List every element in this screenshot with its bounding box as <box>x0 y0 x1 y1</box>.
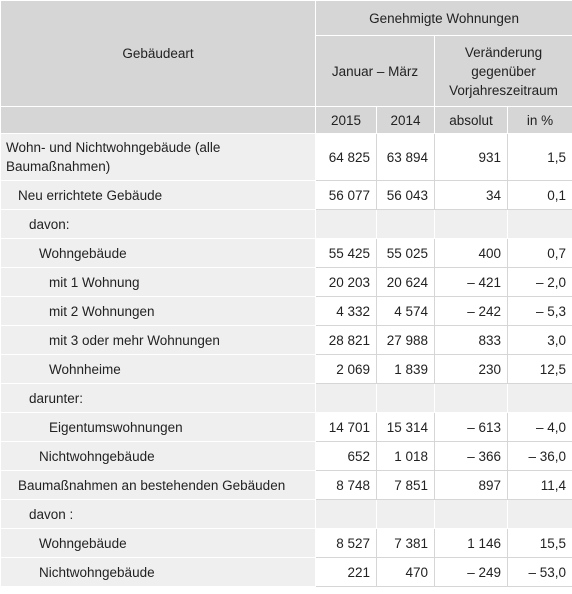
header-building-type: Gebäudeart <box>1 1 316 107</box>
cell-absolute: 400 <box>435 239 508 268</box>
cell-absolute: – 366 <box>435 442 508 471</box>
header-change: Veränderung gegenüber Vorjahreszeitraum <box>435 36 572 107</box>
cell-percent: 0,7 <box>508 239 572 268</box>
header-absolute: absolut <box>435 107 508 134</box>
cell-2014: 1 839 <box>377 355 435 384</box>
row-label: Wohnheime <box>1 355 316 384</box>
cell-absolute: 897 <box>435 471 508 500</box>
table-row <box>1 558 572 587</box>
header-period: Januar – März <box>316 36 435 107</box>
cell-absolute: – 249 <box>435 558 508 587</box>
cell-percent: 1,5 <box>508 134 572 181</box>
cell-2014: 15 314 <box>377 413 435 442</box>
table-row <box>1 384 572 413</box>
header-empty <box>1 107 316 134</box>
cell-percent: 12,5 <box>508 355 572 384</box>
cell-2015: 14 701 <box>316 413 377 442</box>
row-label: davon: <box>1 210 316 239</box>
cell-2015: 652 <box>316 442 377 471</box>
cell-2015: 56 077 <box>316 181 377 210</box>
cell-percent: 0,1 <box>508 181 572 210</box>
cell-empty <box>435 500 508 529</box>
cell-2015: 8 527 <box>316 529 377 558</box>
cell-2014: 20 624 <box>377 268 435 297</box>
cell-2014: 63 894 <box>377 134 435 181</box>
table-row <box>1 297 572 326</box>
cell-2015: 2 069 <box>316 355 377 384</box>
table-row <box>1 529 572 558</box>
cell-2015: 20 203 <box>316 268 377 297</box>
cell-2014: 27 988 <box>377 326 435 355</box>
cell-absolute: – 613 <box>435 413 508 442</box>
cell-percent: 11,4 <box>508 471 572 500</box>
cell-percent: – 5,3 <box>508 297 572 326</box>
cell-2015: 55 425 <box>316 239 377 268</box>
row-label: Baumaßnahmen an bestehenden Gebäuden <box>1 471 316 500</box>
table-row <box>1 355 572 384</box>
cell-empty <box>377 500 435 529</box>
cell-2014: 7 851 <box>377 471 435 500</box>
cell-2015: 64 825 <box>316 134 377 181</box>
cell-2014: 55 025 <box>377 239 435 268</box>
cell-2015: 4 332 <box>316 297 377 326</box>
header-year-2015: 2015 <box>316 107 377 134</box>
cell-2014: 4 574 <box>377 297 435 326</box>
row-label: Wohn- und Nichtwohngebäude (alle Baumaßnahmen) <box>1 134 316 181</box>
row-label: mit 1 Wohnung <box>1 268 316 297</box>
cell-empty <box>316 210 377 239</box>
row-label: Wohngebäude <box>1 239 316 268</box>
cell-percent: – 2,0 <box>508 268 572 297</box>
row-label: Neu errichtete Gebäude <box>1 181 316 210</box>
table-row <box>1 268 572 297</box>
table-row <box>1 326 572 355</box>
cell-absolute: 34 <box>435 181 508 210</box>
cell-absolute: 1 146 <box>435 529 508 558</box>
cell-2015: 8 748 <box>316 471 377 500</box>
cell-2014: 56 043 <box>377 181 435 210</box>
row-label: Eigentumswohnungen <box>1 413 316 442</box>
cell-percent: 3,0 <box>508 326 572 355</box>
cell-empty <box>316 500 377 529</box>
row-label: Nichtwohngebäude <box>1 442 316 471</box>
table-row <box>1 181 572 210</box>
row-label: davon : <box>1 500 316 529</box>
cell-empty <box>435 384 508 413</box>
cell-percent: – 4,0 <box>508 413 572 442</box>
table-row <box>1 134 572 181</box>
header-year-2014: 2014 <box>377 107 435 134</box>
cell-absolute: 833 <box>435 326 508 355</box>
cell-2014: 1 018 <box>377 442 435 471</box>
cell-empty <box>377 210 435 239</box>
row-label: Nichtwohngebäude <box>1 558 316 587</box>
row-label: Wohngebäude <box>1 529 316 558</box>
cell-absolute: 931 <box>435 134 508 181</box>
cell-absolute: – 242 <box>435 297 508 326</box>
cell-empty <box>508 210 572 239</box>
table-row <box>1 442 572 471</box>
cell-empty <box>377 384 435 413</box>
cell-absolute: 230 <box>435 355 508 384</box>
cell-absolute: – 421 <box>435 268 508 297</box>
cell-percent: – 53,0 <box>508 558 572 587</box>
table-row <box>1 413 572 442</box>
cell-percent: – 36,0 <box>508 442 572 471</box>
cell-2014: 7 381 <box>377 529 435 558</box>
table-row <box>1 500 572 529</box>
cell-empty <box>508 384 572 413</box>
cell-2014: 470 <box>377 558 435 587</box>
table-row <box>1 471 572 500</box>
cell-empty <box>316 384 377 413</box>
table-row <box>1 239 572 268</box>
header-percent: in % <box>508 107 572 134</box>
cell-percent: 15,5 <box>508 529 572 558</box>
cell-2015: 28 821 <box>316 326 377 355</box>
cell-2015: 221 <box>316 558 377 587</box>
row-label: mit 2 Wohnungen <box>1 297 316 326</box>
row-label: mit 3 oder mehr Wohnungen <box>1 326 316 355</box>
row-label: darunter: <box>1 384 316 413</box>
table-row <box>1 210 572 239</box>
header-approved-dwellings: Genehmigte Wohnungen <box>316 1 572 36</box>
cell-empty <box>508 500 572 529</box>
cell-empty <box>435 210 508 239</box>
